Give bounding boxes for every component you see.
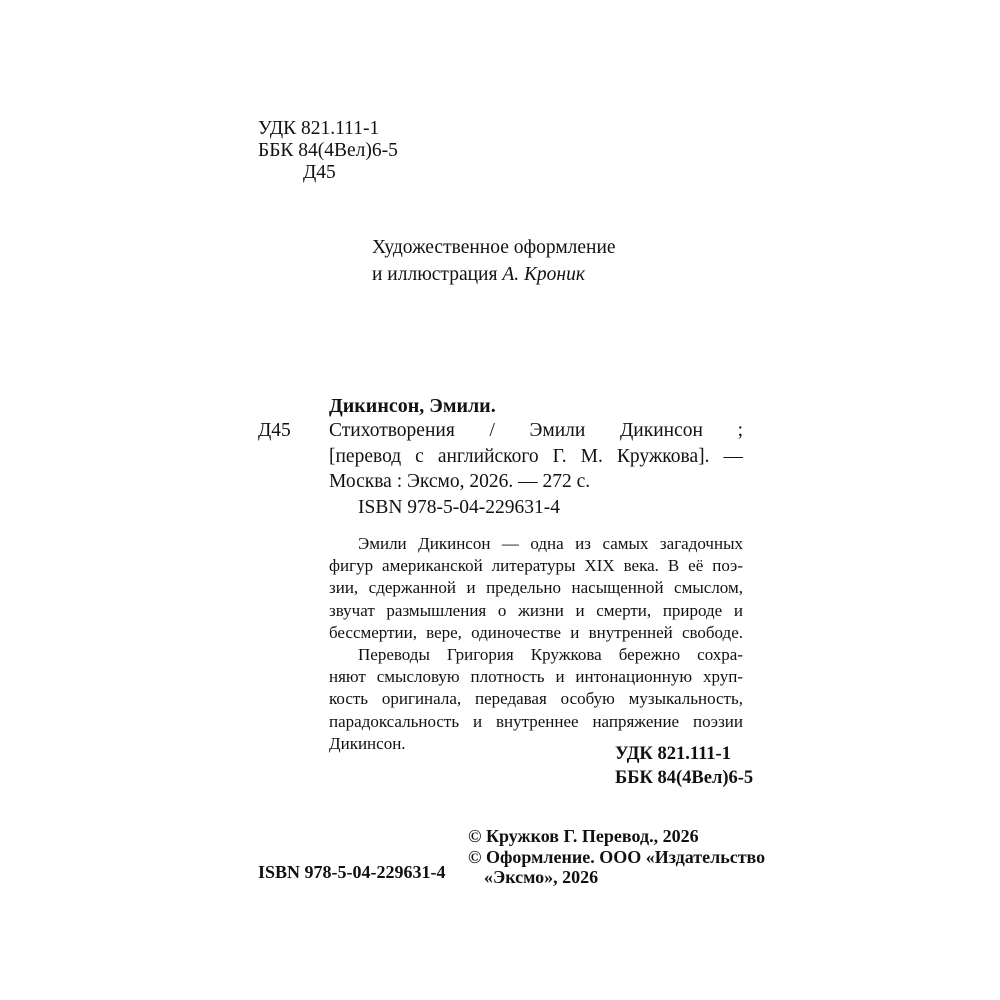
- author-sign: Д45: [303, 162, 336, 183]
- biblio-line: [перевод с английского Г. М. Кружкова]. —: [329, 445, 743, 467]
- bbk-code: ББК 84(4Вел)6-5: [258, 140, 398, 161]
- design-credit-line1: Художественное оформление: [372, 237, 616, 258]
- copyright-translation: © Кружков Г. Перевод., 2026: [468, 826, 699, 846]
- isbn-record: ISBN 978-5-04-229631-4: [358, 497, 561, 518]
- annotation-line: парадоксальность и внутреннее напряжение поэзии: [329, 711, 743, 731]
- copyright-design-cont: «Эксмо», 2026: [484, 867, 599, 888]
- annotation-line: Эмили Дикинсон — одна из самых загадочных: [358, 534, 743, 553]
- biblio-line: Стихотворения / Эмили Дикинсон ;: [329, 420, 743, 441]
- annotation-line: звучат размышления о жизни и смерти, природе и: [329, 600, 743, 620]
- design-credit: [372, 236, 616, 290]
- annotation-line: фигур американской литературы XIX века. В её поэ-: [329, 556, 743, 576]
- annotation-line: зии, сдержанной и предельно насыщенной смыслом,: [329, 578, 743, 598]
- copyright-design: © Оформление. ООО «Издательство: [468, 846, 766, 867]
- design-credit-line2: [372, 263, 616, 290]
- udk-code: УДК 821.111-1: [258, 118, 380, 139]
- annotation-line: Дикинсон.: [329, 733, 406, 753]
- annotation: [329, 533, 743, 755]
- author-heading: Дикинсон, Эмили.: [329, 395, 496, 417]
- copyright-block: [468, 826, 765, 888]
- design-credit-prefix: и иллюстрация: [372, 264, 503, 285]
- udk-code-footer: УДК 821.111-1: [615, 744, 731, 764]
- record-author-sign: Д45: [258, 420, 291, 441]
- annotation-line: бессмертии, вере, одиночестве и внутренней свободе.: [329, 622, 743, 642]
- classification-block: [258, 117, 398, 183]
- illustrator-name: А. Кроник: [502, 264, 585, 285]
- classification-footer: [615, 744, 753, 791]
- annotation-line: няют смысловую плотность и интонационную хруп-: [329, 667, 743, 687]
- annotation-line: кость оригинала, передавая особую музыкальность,: [329, 689, 743, 709]
- bbk-code-footer: ББК 84(4Вел)6-5: [615, 767, 754, 788]
- isbn-footer: ISBN 978-5-04-229631-4: [258, 862, 446, 882]
- biblio-line: Москва : Эксмо, 2026. — 272 с.: [329, 471, 591, 492]
- annotation-line: Переводы Григория Кружкова бережно сохра-: [358, 644, 743, 664]
- bibliographic-description: [329, 419, 743, 496]
